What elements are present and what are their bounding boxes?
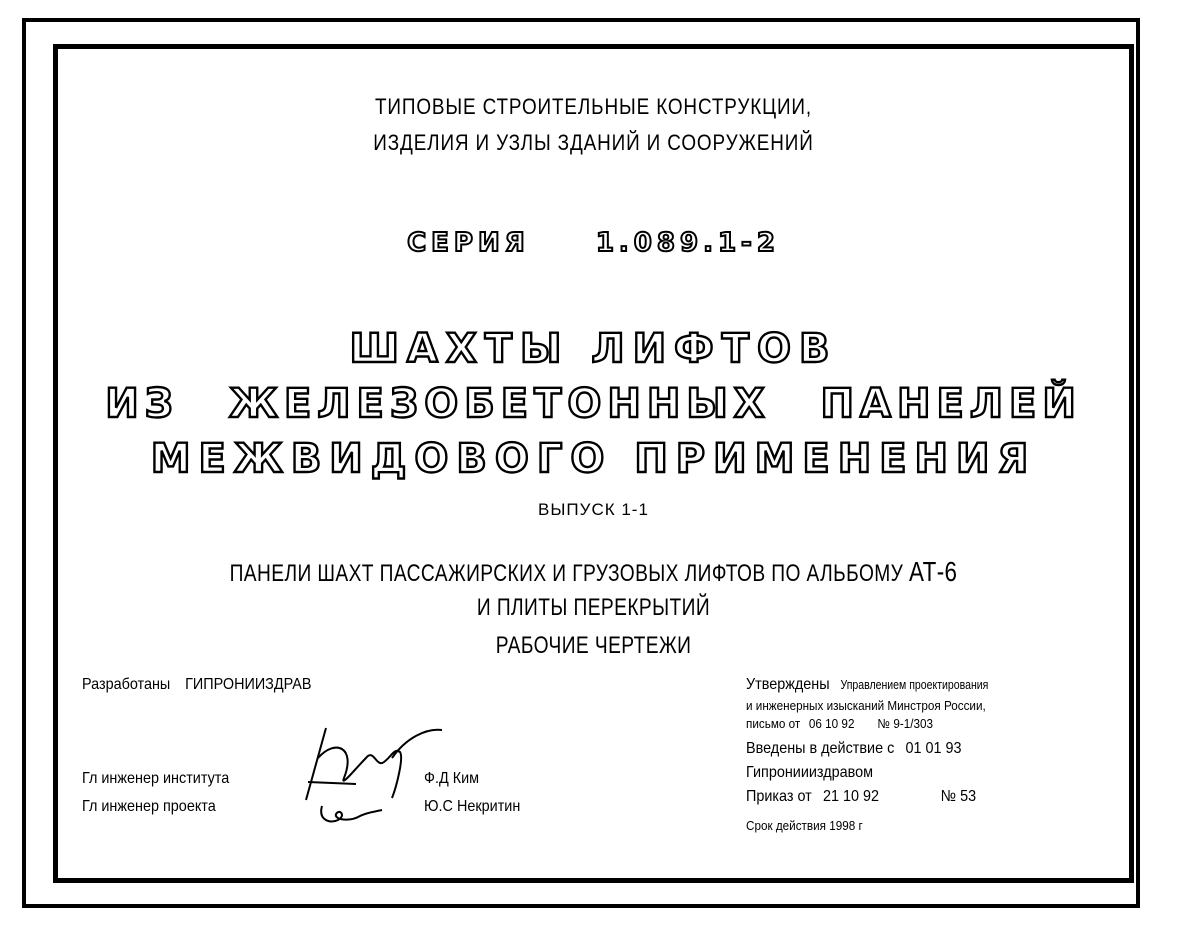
signature-image-2 [316,796,386,832]
signature-name-1: Ф.Д Ким [424,770,480,787]
subtitle-line-3: РАБОЧИЕ ЧЕРТЕЖИ [495,632,692,659]
subtitle-line-2: И ПЛИТЫ ПЕРЕКРЫТИЙ [476,594,711,621]
title-line-3: МЕЖВИДОВОГО ПРИМЕНЕНИЯ [150,436,1037,482]
series-number: 1.089.1-2 [595,228,780,258]
order-number: № 53 [940,788,977,805]
title-line-2: ИЗ ЖЕЛЕЗОБЕТОННЫХ ПАНЕЛЕЙ [105,381,1082,427]
enacted-by: Гипрониииздравом [746,764,874,781]
enacted-date: 01 01 93 [905,740,962,757]
approved-label: Утверждены [746,676,830,693]
album-code: АТ-6 [909,556,958,587]
developer-line [82,676,311,694]
letter-line [746,716,933,731]
letter-label: письмо от [746,716,801,731]
header-line-1: ТИПОВЫЕ СТРОИТЕЛЬНЫЕ КОНСТРУКЦИИ, [375,94,812,119]
developer-label: Разработаны [82,676,171,693]
developer-org: ГИПРОНИИЗДРАВ [185,676,312,693]
order-date: 21 10 92 [822,788,880,805]
subtitle-line-1 [161,556,1026,588]
approved-by: Управлением проектирования [840,677,989,692]
order-label: Приказ от [746,788,812,805]
order-line [746,788,976,806]
approved-line-1 [746,676,1005,694]
signature-role-2: Гл инженер проекта [82,798,216,815]
signature-name-2: Ю.С Некритин [424,798,521,815]
enacted-line [746,740,962,758]
validity-line: Срок действия 1998 г [746,818,863,833]
signature-role-1: Гл инженер института [82,770,230,787]
approved-line-2: и инженерных изысканий Минстроя России, [746,698,986,713]
issue-number: ВЫПУСК 1-1 [538,500,649,519]
letter-number: № 9-1/303 [877,716,934,731]
header-line-2: ИЗДЕЛИЯ И УЗЛЫ ЗДАНИЙ И СООРУЖЕНИЙ [373,130,814,155]
series-heading [53,228,1134,258]
enacted-label: Введены в действие с [746,740,895,757]
series-label: СЕРИЯ [407,228,530,258]
letter-date: 06 10 92 [808,716,855,731]
subtitle-text: ПАНЕЛИ ШАХТ ПАССАЖИРСКИХ И ГРУЗОВЫХ ЛИФТОВ ПО АЛЬБОМУ [229,560,904,587]
title-line-1: ШАХТЫ ЛИФТОВ [349,326,838,372]
